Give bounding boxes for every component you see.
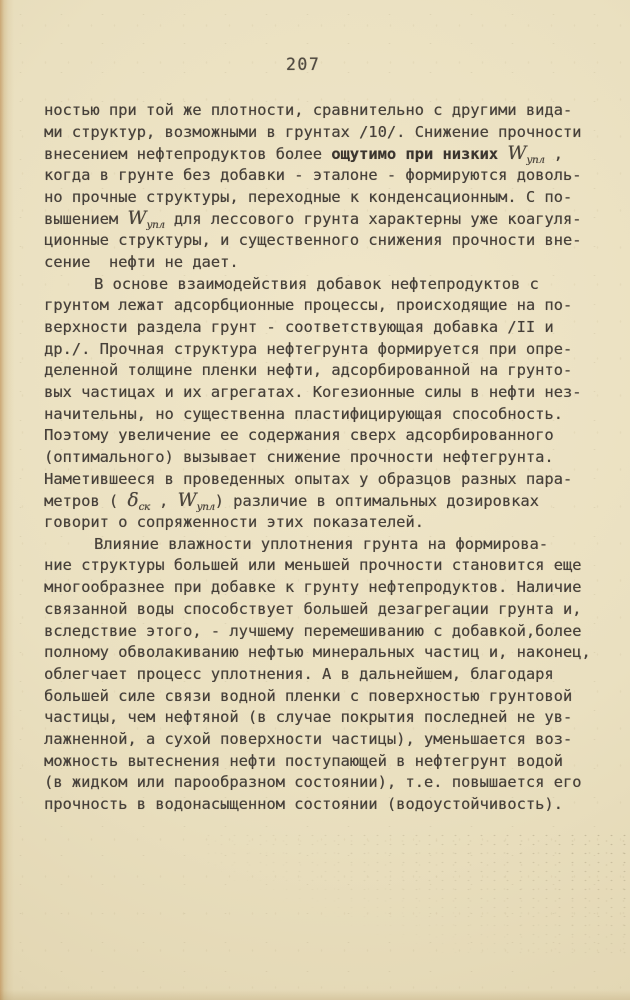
- paragraph-3: [44, 534, 596, 816]
- text-line: ностью при той же плотности, сравнительно с другими вида-: [44, 101, 573, 119]
- text-line: большей силе связи водной пленки с поверхностью грунтовой: [44, 686, 573, 705]
- text-segment-bold: ощутимо при низких: [331, 145, 499, 164]
- delta-sk-symbol: [127, 490, 150, 514]
- text-segment: [498, 145, 507, 163]
- text-segment: вышением: [44, 210, 128, 229]
- text-line: частицы, чем нефтяной (в случае покрытия последней не ув-: [44, 708, 573, 727]
- w-subscript: упл: [526, 154, 545, 167]
- text-segment: ,: [544, 145, 563, 164]
- w-subscript: упл: [146, 219, 165, 232]
- text-line: Влияние влажности уплотнения грунта на формирова-: [94, 534, 549, 553]
- text-line: [44, 208, 596, 230]
- text-segment: внесением нефтепродуктов более: [44, 145, 332, 164]
- bottom-edge-shadow: [0, 990, 630, 1000]
- text-line: лажненной, а сухой поверхности частицы), уменьшается воз-: [44, 729, 573, 748]
- text-line: В основе взаимодействия добавок нефтепродуктов с: [94, 274, 539, 293]
- delta-subscript: ск: [138, 501, 150, 514]
- text-line: (оптимального) вызывает снижение прочности нефтегрунта.: [44, 448, 554, 466]
- w-letter: W: [507, 143, 527, 165]
- text-line: вых частицах и их агрегатах. Когезионные силы в нефти нез-: [44, 382, 582, 401]
- text-line: верхности раздела грунт - соответствующая добавка /II и: [44, 317, 554, 336]
- text-line: вследствие этого, - лучшему перемешиванию с добавкой,более: [44, 621, 582, 640]
- text-line: ние структуры большей или меньшей прочности становится еще: [44, 556, 582, 575]
- text-line: но прочные структуры, переходные к конденсационным. С по-: [44, 187, 573, 206]
- text-line: облегчает процесс уплотнения. А в дальнейшем, благодаря: [44, 664, 554, 683]
- w-upl-symbol: [507, 143, 545, 167]
- paper-speckles: [200, 830, 630, 960]
- text-line: Поэтому увеличение ее содержания сверх адсорбированного: [44, 426, 554, 445]
- text-segment: ,: [149, 492, 178, 511]
- text-segment: для лессового грунта характерны уже коагуля-: [164, 210, 582, 229]
- text-line: Наметившееся в проведенных опытах у образцов разных пара-: [44, 469, 573, 488]
- w-subscript: упл: [196, 501, 215, 514]
- paragraph-2: [44, 274, 596, 534]
- text-line: полному обволакиванию нефтью минеральных частиц и, наконец,: [44, 643, 591, 662]
- w-letter: W: [177, 490, 197, 512]
- text-line: (в жидком или парообразном состоянии), т.е. повышается его: [44, 773, 582, 792]
- page-text: [44, 100, 596, 816]
- text-line: др./. Прочная структура нефтегрунта формируется при опре-: [44, 339, 573, 358]
- text-line: многообразнее при добавке к грунту нефтепродуктов. Наличие: [44, 578, 582, 597]
- delta-letter: δ: [127, 490, 139, 512]
- w-upl-symbol: [127, 208, 165, 232]
- page-number: 207: [286, 55, 321, 74]
- text-line: связанной воды способствует большей дезагрегации грунта и,: [44, 599, 582, 618]
- text-line: ми структур, возможными в грунтах /10/. Снижение прочности: [44, 122, 582, 141]
- left-edge-shadow: [0, 0, 14, 1000]
- text-line: прочность в водонасыщенном состоянии (водоустойчивость).: [44, 795, 563, 813]
- text-line: говорит о сопряженности этих показателей.: [44, 513, 424, 532]
- text-line: грунтом лежат адсорбционные процессы, происходящие на по-: [44, 296, 573, 315]
- text-segment: метров (: [44, 492, 128, 511]
- text-line: [44, 143, 596, 165]
- text-line: [44, 490, 596, 512]
- text-line: можность вытеснения нефти поступающей в нефтегрунт водой: [44, 751, 563, 770]
- w-letter: W: [127, 208, 147, 230]
- text-line: когда в грунте без добавки - эталоне - формируются доволь-: [44, 166, 582, 185]
- text-line: сение нефти не дает.: [44, 252, 239, 271]
- text-segment: ) различие в оптимальных дозировках: [214, 492, 539, 511]
- text-line: деленной толщине пленки нефти, адсорбированной на грунто-: [44, 361, 573, 380]
- w-upl-symbol: [177, 490, 215, 514]
- text-line: ционные структуры, и существенного снижения прочности вне-: [44, 231, 582, 250]
- paragraph-1: [44, 100, 596, 274]
- text-line: начительны, но существенна пластифицирующая способность.: [44, 404, 563, 423]
